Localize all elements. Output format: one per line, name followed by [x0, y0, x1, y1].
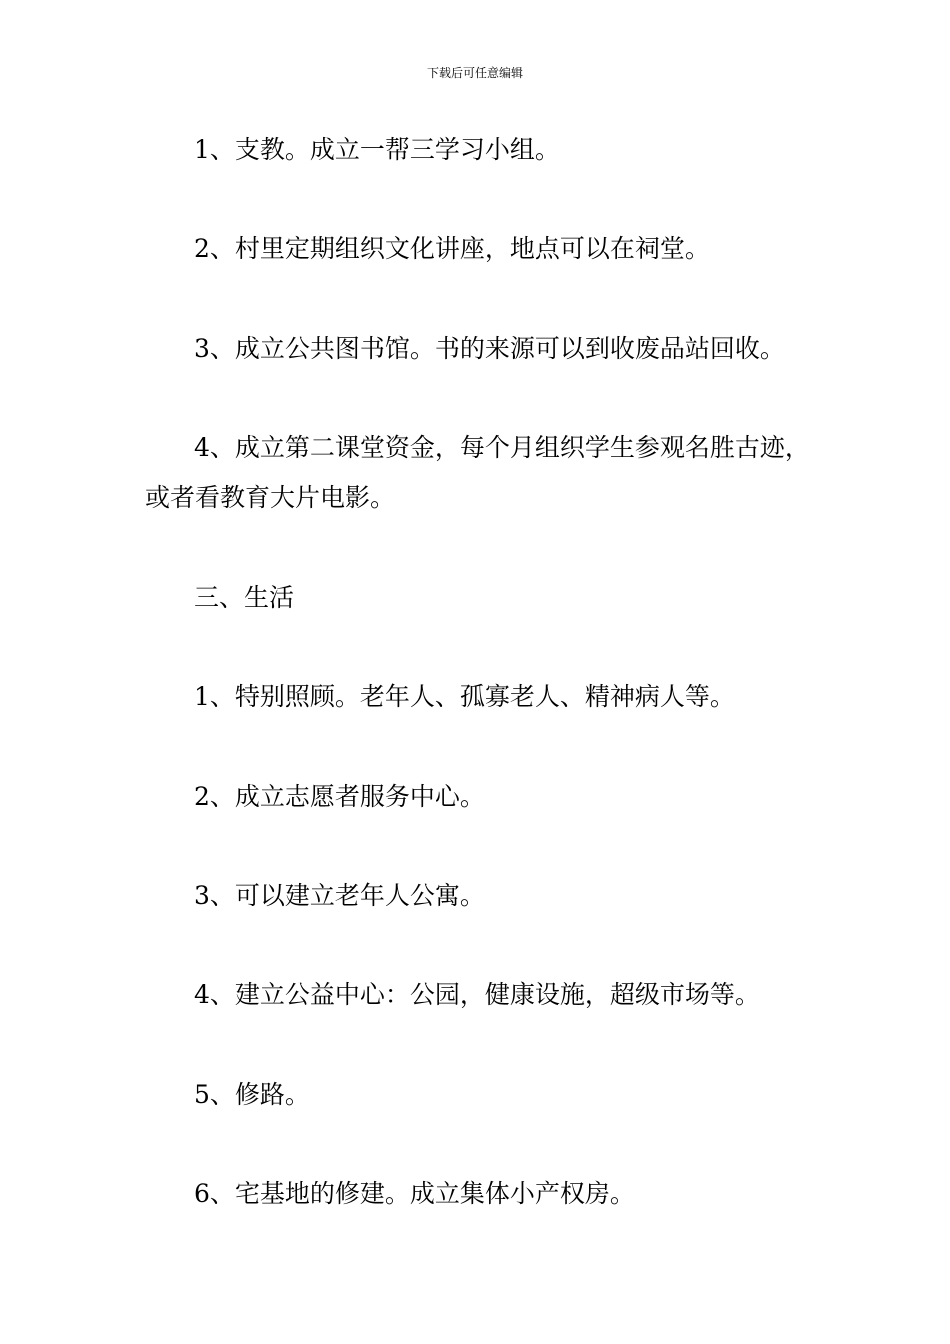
list-item-education-3: 3、成立公共图书馆。书的来源可以到收废品站回收。	[194, 334, 785, 363]
list-item-education-4-continued: 或者看教育大片电影。	[145, 483, 396, 512]
list-item-education-1: 1、支教。成立一帮三学习小组。	[194, 135, 560, 164]
list-item-life-6: 6、宅基地的修建。成立集体小产权房。	[194, 1179, 635, 1208]
list-item-life-1: 1、特别照顾。老年人、孤寡老人、精神病人等。	[194, 682, 735, 711]
list-item-education-4: 4、成立第二课堂资金，每个月组织学生参观名胜古迹，	[194, 433, 810, 462]
list-item-life-2: 2、成立志愿者服务中心。	[194, 782, 485, 811]
page-header: 下载后可任意编辑	[426, 66, 523, 80]
list-item-life-4: 4、建立公益中心：公园，健康设施，超级市场等。	[194, 980, 760, 1009]
list-item-life-5: 5、修路。	[194, 1080, 310, 1109]
list-item-education-2: 2、村里定期组织文化讲座，地点可以在祠堂。	[194, 234, 710, 263]
list-item-life-3: 3、可以建立老年人公寓。	[194, 881, 485, 910]
section-heading-life: 三、生活	[194, 583, 295, 612]
